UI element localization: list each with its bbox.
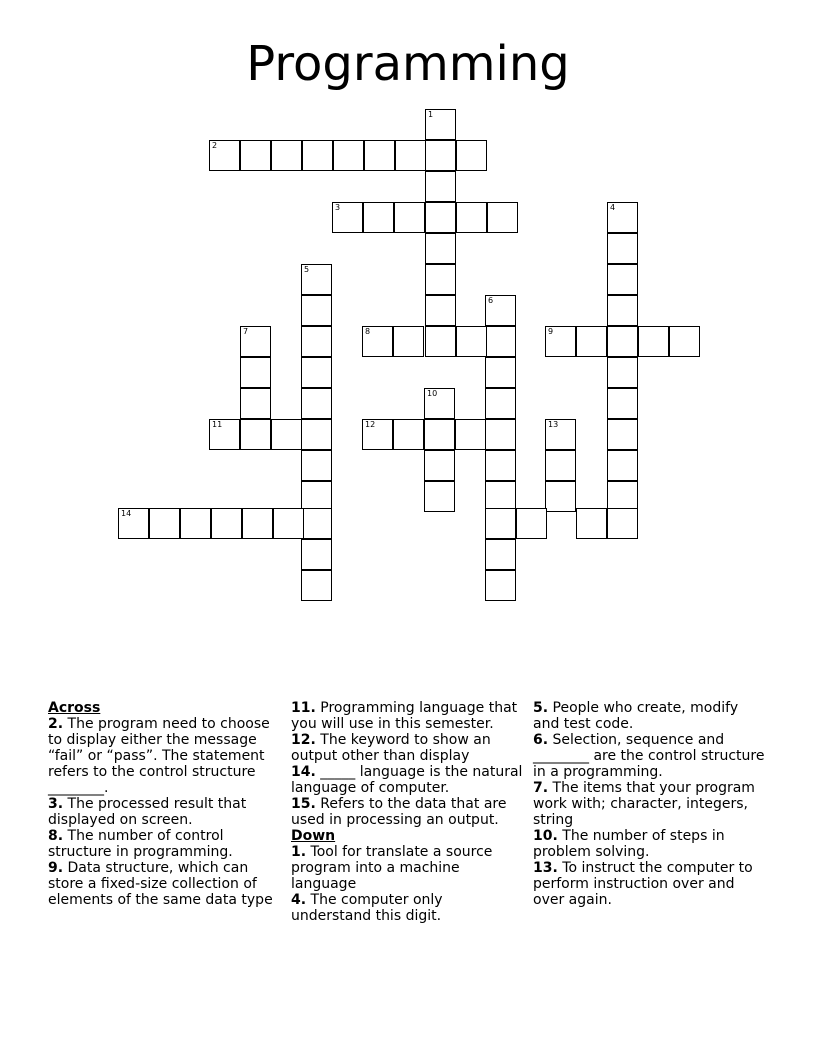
crossword-cell[interactable] <box>485 419 516 450</box>
clues-column-3 <box>533 700 765 908</box>
crossword-cell[interactable] <box>332 202 363 233</box>
crossword-cell[interactable] <box>364 140 395 171</box>
crossword-cell[interactable] <box>638 326 669 357</box>
crossword-cell[interactable] <box>456 140 487 171</box>
crossword-cell[interactable] <box>487 202 518 233</box>
cell-number: 13 <box>548 420 559 429</box>
crossword-cell[interactable] <box>485 357 516 388</box>
crossword-cell[interactable] <box>485 326 516 357</box>
page-title: Programming <box>246 36 570 92</box>
crossword-cell[interactable] <box>425 233 456 264</box>
crossword-cell[interactable] <box>362 326 393 357</box>
clue-down-13: 13. To instruct the computer to perform instruction over and over again. <box>533 860 753 908</box>
crossword-cell[interactable] <box>607 450 638 481</box>
clue-across-14: 14. _____ language is the natural language of computer. <box>291 764 523 796</box>
across-heading: Across <box>48 700 101 716</box>
crossword-cell[interactable] <box>301 570 332 601</box>
crossword-cell[interactable] <box>395 140 426 171</box>
crossword-cell[interactable] <box>545 481 576 512</box>
crossword-cell[interactable] <box>393 419 424 450</box>
cell-number: 7 <box>243 327 249 336</box>
crossword-cell[interactable] <box>424 481 455 512</box>
crossword-cell[interactable] <box>242 508 273 539</box>
crossword-cell[interactable] <box>425 171 456 202</box>
crossword-cell[interactable] <box>607 233 638 264</box>
clue-across-11: 11. Programming language that you will use in this semester. <box>291 700 518 732</box>
cell-number: 5 <box>304 265 310 274</box>
crossword-cell[interactable] <box>545 419 576 450</box>
crossword-cell[interactable] <box>485 450 516 481</box>
clue-across-3: 3. The processed result that displayed on screen. <box>48 796 247 828</box>
crossword-cell[interactable] <box>271 140 302 171</box>
crossword-cell[interactable] <box>393 326 424 357</box>
crossword-cell[interactable] <box>607 388 638 419</box>
crossword-cell[interactable] <box>209 419 240 450</box>
cell-number: 3 <box>335 203 341 212</box>
crossword-cell[interactable] <box>209 140 240 171</box>
clue-across-15: 15. Refers to the data that are used in processing an output. <box>291 796 507 828</box>
crossword-cell[interactable] <box>301 419 332 450</box>
crossword-cell[interactable] <box>301 295 332 326</box>
crossword-cell[interactable] <box>273 508 304 539</box>
crossword-cell[interactable] <box>240 326 271 357</box>
clue-down-10: 10. The number of steps in problem solving. <box>533 828 725 860</box>
crossword-cell[interactable] <box>301 357 332 388</box>
crossword-cell[interactable] <box>607 326 638 357</box>
crossword-cell[interactable] <box>545 450 576 481</box>
crossword-cell[interactable] <box>425 202 456 233</box>
crossword-cell[interactable] <box>425 295 456 326</box>
crossword-cell[interactable] <box>302 140 333 171</box>
crossword-cell[interactable] <box>363 202 394 233</box>
crossword-cell[interactable] <box>485 508 516 539</box>
crossword-cell[interactable] <box>301 264 332 295</box>
crossword-cell[interactable] <box>607 264 638 295</box>
crossword-cell[interactable] <box>456 326 487 357</box>
crossword-cell[interactable] <box>180 508 211 539</box>
clues-column-1 <box>48 700 280 908</box>
crossword-cell[interactable] <box>485 388 516 419</box>
crossword-cell[interactable] <box>576 508 607 539</box>
crossword-cell[interactable] <box>456 202 487 233</box>
clue-down-6: 6. Selection, sequence and ________ are the control structure in a programming. <box>533 732 765 780</box>
crossword-cell[interactable] <box>607 508 638 539</box>
clue-down-1: 1. Tool for translate a source program into a machine language <box>291 844 493 892</box>
crossword-cell[interactable] <box>394 202 425 233</box>
cell-number: 6 <box>488 296 494 305</box>
crossword-cell[interactable] <box>118 508 149 539</box>
crossword-cell[interactable] <box>301 326 332 357</box>
crossword-cell[interactable] <box>545 326 576 357</box>
clue-down-4: 4. The computer only understand this digit. <box>291 892 443 924</box>
crossword-cell[interactable] <box>301 388 332 419</box>
crossword-cell[interactable] <box>424 388 455 419</box>
crossword-cell[interactable] <box>424 419 455 450</box>
crossword-cell[interactable] <box>455 419 486 450</box>
crossword-cell[interactable] <box>301 539 332 570</box>
clue-across-9: 9. Data structure, which can store a fixed-size collection of elements of the same data type <box>48 860 273 908</box>
crossword-cell[interactable] <box>240 140 271 171</box>
crossword-cell[interactable] <box>485 539 516 570</box>
crossword-cell[interactable] <box>424 450 455 481</box>
crossword-cell[interactable] <box>607 202 638 233</box>
cell-number: 14 <box>121 509 132 518</box>
crossword-cell[interactable] <box>240 357 271 388</box>
crossword-cell[interactable] <box>485 295 516 326</box>
crossword-cell[interactable] <box>669 326 700 357</box>
cell-number: 10 <box>427 389 438 398</box>
clues-column-2 <box>291 700 523 924</box>
crossword-cell[interactable] <box>240 388 271 419</box>
cell-number: 2 <box>212 141 218 150</box>
crossword-cell[interactable] <box>425 264 456 295</box>
cell-number: 8 <box>365 327 371 336</box>
crossword-cell[interactable] <box>149 508 180 539</box>
crossword-cell[interactable] <box>485 570 516 601</box>
clue-across-2: 2. The program need to choose to display either the message “fail” or “pass”. The statement refers to the control structure ________. <box>48 716 270 796</box>
crossword-cell[interactable] <box>301 450 332 481</box>
crossword-cell[interactable] <box>301 508 332 539</box>
crossword-cell[interactable] <box>211 508 242 539</box>
clue-across-12: 12. The keyword to show an output other than display <box>291 732 491 764</box>
crossword-cell[interactable] <box>240 419 271 450</box>
clue-down-5: 5. People who create, modify and test code. <box>533 700 739 732</box>
down-heading: Down <box>291 828 336 844</box>
cell-number: 1 <box>428 110 434 119</box>
crossword-cell[interactable] <box>607 295 638 326</box>
crossword-cell[interactable] <box>362 419 393 450</box>
cell-number: 4 <box>610 203 616 212</box>
crossword-cell[interactable] <box>576 326 607 357</box>
crossword-cell[interactable] <box>607 419 638 450</box>
crossword-cell[interactable] <box>271 419 302 450</box>
crossword-cell[interactable] <box>333 140 364 171</box>
crossword-cell[interactable] <box>425 140 456 171</box>
clue-across-8: 8. The number of control structure in programming. <box>48 828 233 860</box>
crossword-cell[interactable] <box>425 326 456 357</box>
cell-number: 9 <box>548 327 554 336</box>
crossword-cell[interactable] <box>607 357 638 388</box>
crossword-cell[interactable] <box>425 109 456 140</box>
cell-number: 12 <box>365 420 376 429</box>
crossword-cell[interactable] <box>516 508 547 539</box>
cell-number: 11 <box>212 420 223 429</box>
clue-down-7: 7. The items that your program work with; character, integers, string <box>533 780 755 828</box>
